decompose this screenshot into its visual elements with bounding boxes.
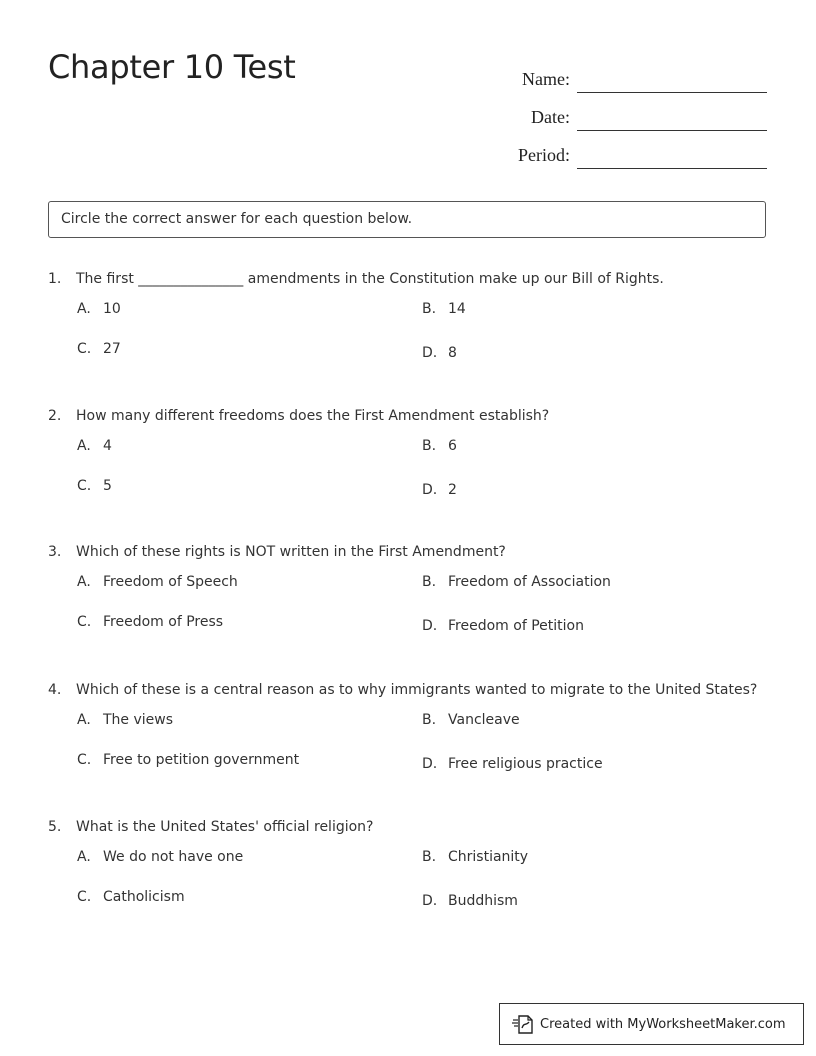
choice-letter: B. — [422, 438, 437, 454]
choice-c[interactable] — [77, 339, 121, 359]
choice-letter: A. — [77, 438, 91, 454]
choice-letter: B. — [422, 849, 437, 865]
question-text-line — [48, 406, 768, 426]
choice-letter: D. — [422, 893, 438, 909]
choice-c[interactable] — [77, 750, 299, 770]
choice-text: 8 — [448, 345, 457, 361]
choice-text: Free to petition government — [103, 752, 300, 768]
choice-text: Catholicism — [103, 889, 185, 905]
choice-letter: C. — [77, 614, 92, 630]
answer-choices — [48, 710, 768, 794]
choice-text: 27 — [103, 341, 121, 357]
choice-letter: D. — [422, 618, 438, 634]
question-5 — [48, 817, 768, 931]
credit-badge[interactable] — [499, 1003, 804, 1045]
question-text: How many different freedoms does the First Amendment establish? — [76, 408, 550, 424]
choice-a[interactable] — [77, 436, 112, 456]
page-title: Chapter 10 Test — [48, 48, 296, 86]
question-text-line — [48, 680, 768, 700]
question-number: 3. — [48, 544, 62, 560]
choice-a[interactable] — [77, 847, 243, 867]
choice-b[interactable] — [422, 572, 611, 592]
choice-text: Freedom of Speech — [103, 574, 238, 590]
question-3 — [48, 542, 768, 656]
choice-letter: C. — [77, 478, 92, 494]
question-2 — [48, 406, 768, 520]
question-number: 1. — [48, 271, 62, 287]
period-label: Period: — [518, 145, 570, 165]
choice-letter: B. — [422, 712, 437, 728]
choice-letter: A. — [77, 301, 91, 317]
choice-d[interactable] — [422, 616, 584, 636]
choice-a[interactable] — [77, 710, 173, 730]
question-text-line — [48, 817, 768, 837]
name-field — [500, 52, 770, 90]
choice-letter: C. — [77, 341, 92, 357]
choice-text: 2 — [448, 482, 457, 498]
choice-letter: B. — [422, 574, 437, 590]
answer-choices — [48, 299, 768, 383]
choice-text: Freedom of Association — [448, 574, 611, 590]
choice-c[interactable] — [77, 612, 223, 632]
choice-text: Christianity — [448, 849, 529, 865]
choice-text: 4 — [103, 438, 112, 454]
question-4 — [48, 680, 768, 794]
question-text: The first _______________ amendments in the Constitution make up our Bill of Rights. — [76, 271, 664, 287]
choice-d[interactable] — [422, 343, 457, 363]
question-text: Which of these is a central reason as to why immigrants wanted to migrate to the United States? — [76, 682, 758, 698]
choice-text: We do not have one — [103, 849, 244, 865]
choice-letter: D. — [422, 345, 438, 361]
name-blank-line[interactable] — [577, 70, 767, 93]
choice-text: Free religious practice — [448, 756, 603, 772]
choice-text: Buddhism — [448, 893, 518, 909]
choice-text: Freedom of Petition — [448, 618, 584, 634]
choice-c[interactable] — [77, 887, 185, 907]
question-text: What is the United States' official religion? — [76, 819, 374, 835]
choice-b[interactable] — [422, 847, 528, 867]
choice-text: 14 — [448, 301, 466, 317]
date-field — [500, 90, 770, 128]
choice-d[interactable] — [422, 891, 518, 911]
choice-letter: D. — [422, 482, 438, 498]
choice-a[interactable] — [77, 299, 121, 319]
question-number: 2. — [48, 408, 62, 424]
date-blank-line[interactable] — [577, 108, 767, 131]
choice-b[interactable] — [422, 710, 520, 730]
question-1 — [48, 269, 768, 383]
question-number: 4. — [48, 682, 62, 698]
choice-text: The views — [103, 712, 174, 728]
answer-choices — [48, 436, 768, 520]
question-text-line — [48, 269, 768, 289]
choice-a[interactable] — [77, 572, 238, 592]
choice-letter: C. — [77, 752, 92, 768]
choice-b[interactable] — [422, 436, 457, 456]
instructions-box: Circle the correct answer for each question below. — [48, 201, 766, 238]
student-info-fields — [500, 52, 770, 166]
date-label: Date: — [531, 107, 570, 127]
choice-text: 6 — [448, 438, 457, 454]
choice-text: Vancleave — [448, 712, 520, 728]
choice-d[interactable] — [422, 480, 457, 500]
credit-text: Created with MyWorksheetMaker.com — [540, 1016, 786, 1032]
name-label: Name: — [522, 69, 570, 89]
choice-letter: C. — [77, 889, 92, 905]
question-number: 5. — [48, 819, 62, 835]
answer-choices — [48, 572, 768, 656]
question-text-line — [48, 542, 768, 562]
choice-text: 5 — [103, 478, 112, 494]
choice-letter: A. — [77, 712, 91, 728]
choice-letter: A. — [77, 849, 91, 865]
choice-text: Freedom of Press — [103, 614, 224, 630]
choice-text: 10 — [103, 301, 121, 317]
choice-letter: A. — [77, 574, 91, 590]
choice-b[interactable] — [422, 299, 466, 319]
worksheet-maker-logo-icon — [512, 1013, 534, 1035]
choice-letter: B. — [422, 301, 437, 317]
period-blank-line[interactable] — [577, 146, 767, 169]
choice-letter: D. — [422, 756, 438, 772]
question-text: Which of these rights is NOT written in the First Amendment? — [76, 544, 506, 560]
choice-d[interactable] — [422, 754, 603, 774]
answer-choices — [48, 847, 768, 931]
period-field — [500, 128, 770, 166]
choice-c[interactable] — [77, 476, 112, 496]
